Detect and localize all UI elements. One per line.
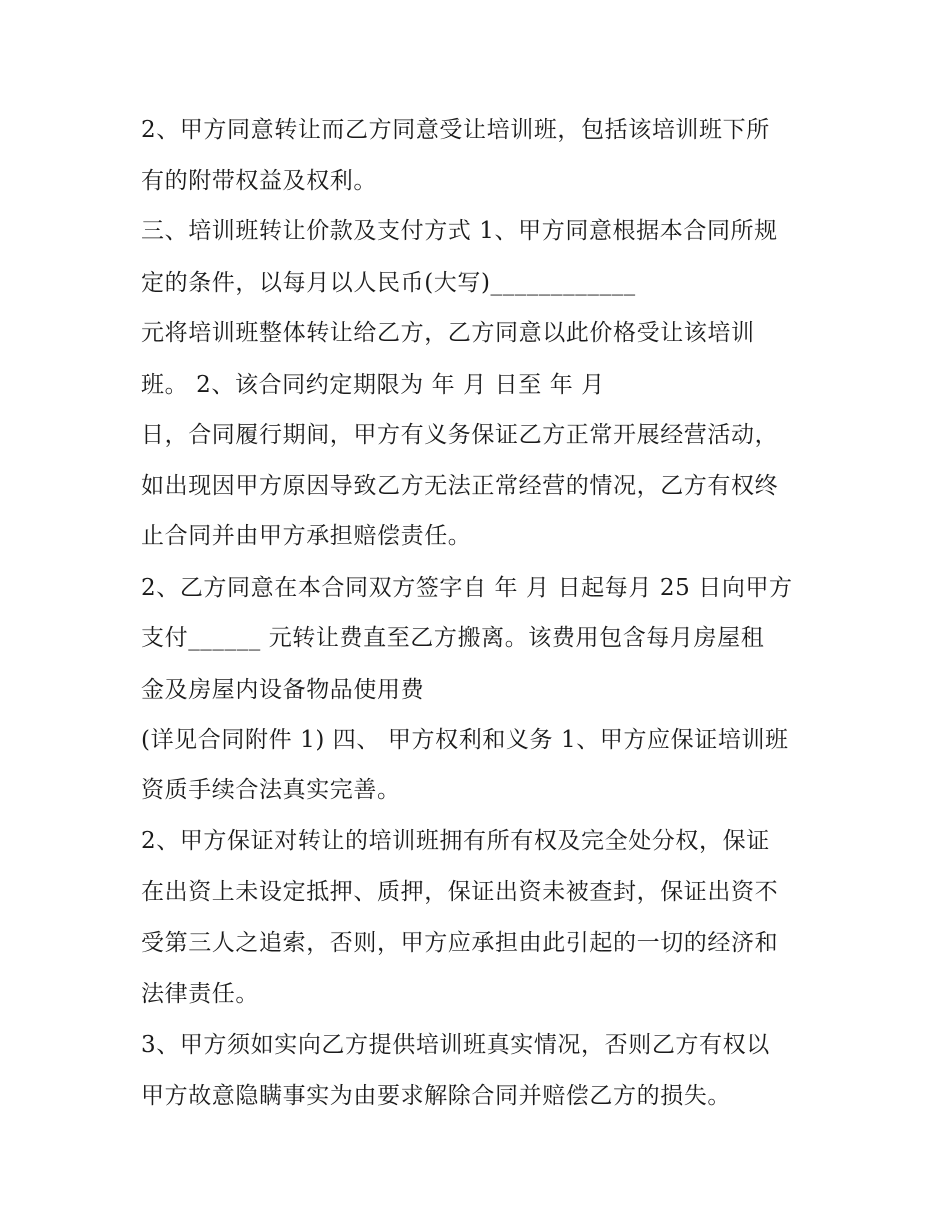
text-line: 2、甲方同意转让而乙方同意受让培训班，包括该培训班下所 — [141, 117, 770, 143]
text-line: 元将培训班整体转让给乙方，乙方同意以此价格受让该培训 — [141, 320, 755, 346]
text-line: 甲方故意隐瞒事实为由要求解除合同并赔偿乙方的损失。 — [141, 1083, 731, 1109]
text-line: 日，合同履行期间，甲方有义务保证乙方正常开展经营活动， — [141, 422, 779, 448]
text-line: 定的条件，以每月以人民币(大写)____________ — [141, 270, 636, 296]
text-line: 金及房屋内设备物品使用费 — [141, 677, 425, 703]
text-line: 3、甲方须如实向乙方提供培训班真实情况，否则乙方有权以 — [141, 1032, 770, 1058]
text-line: 法律责任。 — [141, 981, 259, 1007]
text-line: 2、甲方保证对转让的培训班拥有所有权及完全处分权，保证 — [141, 828, 770, 854]
text-line: 在出资上未设定抵押、质押，保证出资未被查封，保证出资不 — [141, 879, 779, 905]
text-line: 三、培训班转让价款及支付方式 1、甲方同意根据本合同所规 — [141, 218, 778, 244]
text-line: 有的附带权益及权利。 — [141, 168, 377, 194]
text-line: 如出现因甲方原因导致乙方无法正常经营的情况，乙方有权终 — [141, 473, 779, 499]
text-line: (详见合同附件 1) 四、 甲方权利和义务 1、甲方应保证培训班 — [141, 727, 789, 753]
text-line: 资质手续合法真实完善。 — [141, 777, 401, 803]
text-line: 止合同并由甲方承担赔偿责任。 — [141, 523, 472, 549]
text-line: 受第三人之追索，否则，甲方应承担由此引起的一切的经济和 — [141, 930, 779, 956]
text-line: 2、乙方同意在本合同双方签字自 年 月 日起每月 25 日向甲方 — [141, 575, 793, 601]
text-line: 支付______ 元转让费直至乙方搬离。该费用包含每月房屋租 — [141, 625, 765, 651]
text-line: 班。 2、该合同约定期限为 年 月 日至 年 月 — [141, 372, 605, 398]
